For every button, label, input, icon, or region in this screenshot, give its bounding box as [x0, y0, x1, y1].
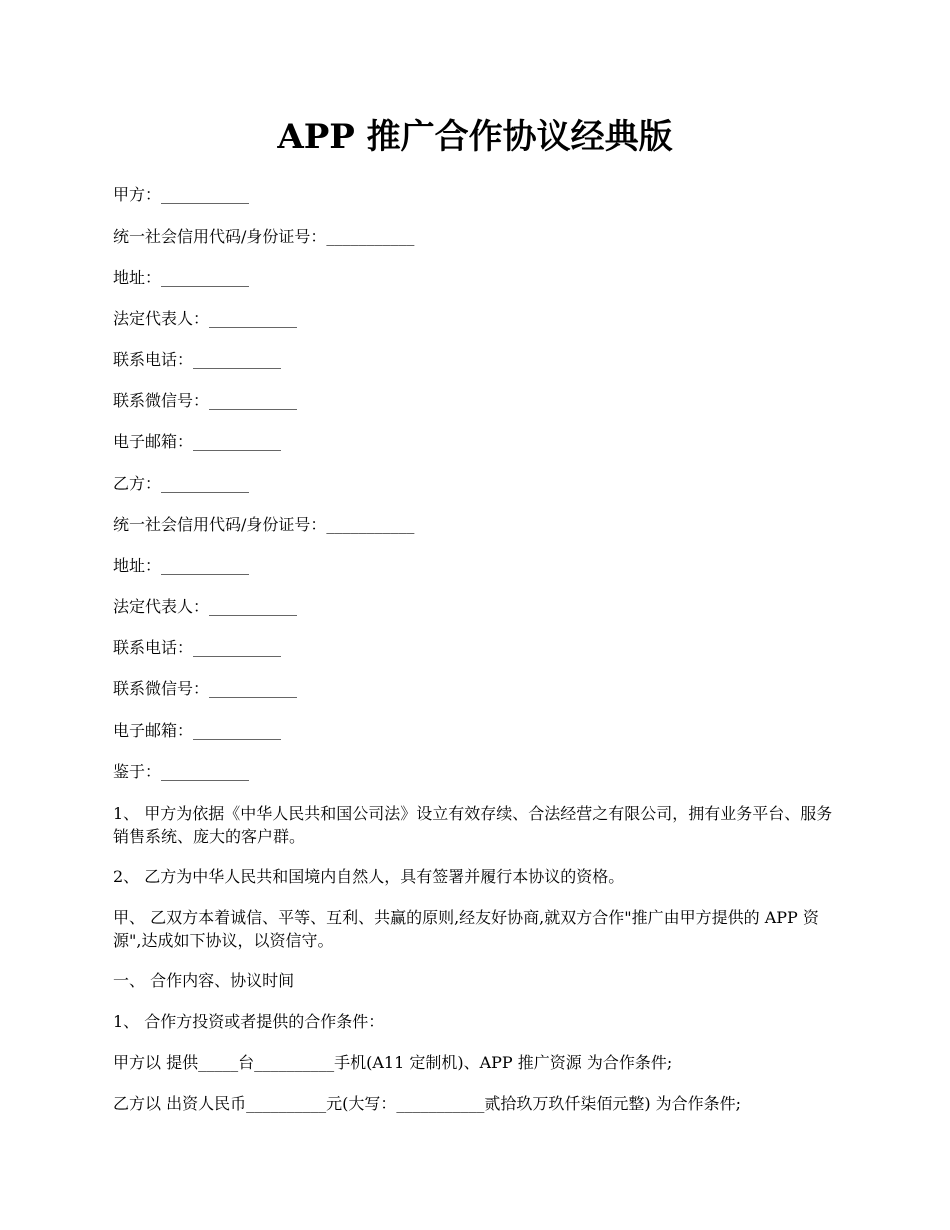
clause-1: 1、 甲方为依据《中华人民共和国公司法》设立有效存续、合法经营之有限公司，拥有业务平台、服务销售系统、庞大的客户群。 [113, 804, 833, 846]
section-1-heading: 一、 合作内容、协议时间 [113, 971, 295, 990]
party-a-address: 地址：___________ [113, 268, 250, 287]
party-a-name: 甲方：___________ [113, 185, 250, 204]
party-a-credit-code: 统一社会信用代码/身份证号：___________ [113, 227, 415, 246]
party-a-wechat: 联系微信号：___________ [113, 391, 298, 410]
party-b-wechat: 联系微信号：___________ [113, 679, 298, 698]
party-b-credit-code: 统一社会信用代码/身份证号：___________ [113, 515, 415, 534]
party-a-terms: 甲方以 提供_____台__________手机(A11 定制机)、APP 推广资源 为合作条件; [113, 1053, 673, 1072]
party-b-phone: 联系电话：___________ [113, 638, 282, 657]
party-b-legal-rep: 法定代表人：___________ [113, 597, 298, 616]
document-title: APP 推广合作协议经典版 [277, 117, 673, 157]
party-a-email: 电子邮箱：___________ [113, 432, 282, 451]
party-a-legal-rep: 法定代表人：___________ [113, 309, 298, 328]
party-b-terms: 乙方以 出资人民币__________元(大写：___________贰拾玖万玖仟柒佰元整) 为合作条件; [113, 1094, 742, 1113]
party-b-name: 乙方：___________ [113, 474, 250, 493]
section-1-item-1: 1、 合作方投资或者提供的合作条件： [113, 1012, 385, 1031]
clause-2: 2、 乙方为中华人民共和国境内自然人，具有签署并履行本协议的资格。 [113, 867, 625, 886]
party-b-email: 电子邮箱：___________ [113, 721, 282, 740]
party-b-address: 地址：___________ [113, 556, 250, 575]
party-a-phone: 联系电话：___________ [113, 350, 282, 369]
intro-paragraph: 甲、 乙双方本着诚信、平等、互利、共赢的原则,经友好协商,就双方合作"推广由甲方提供的 APP 资源",达成如下协议，以资信守。 [113, 908, 819, 950]
whereas-line: 鉴于：___________ [113, 762, 250, 781]
